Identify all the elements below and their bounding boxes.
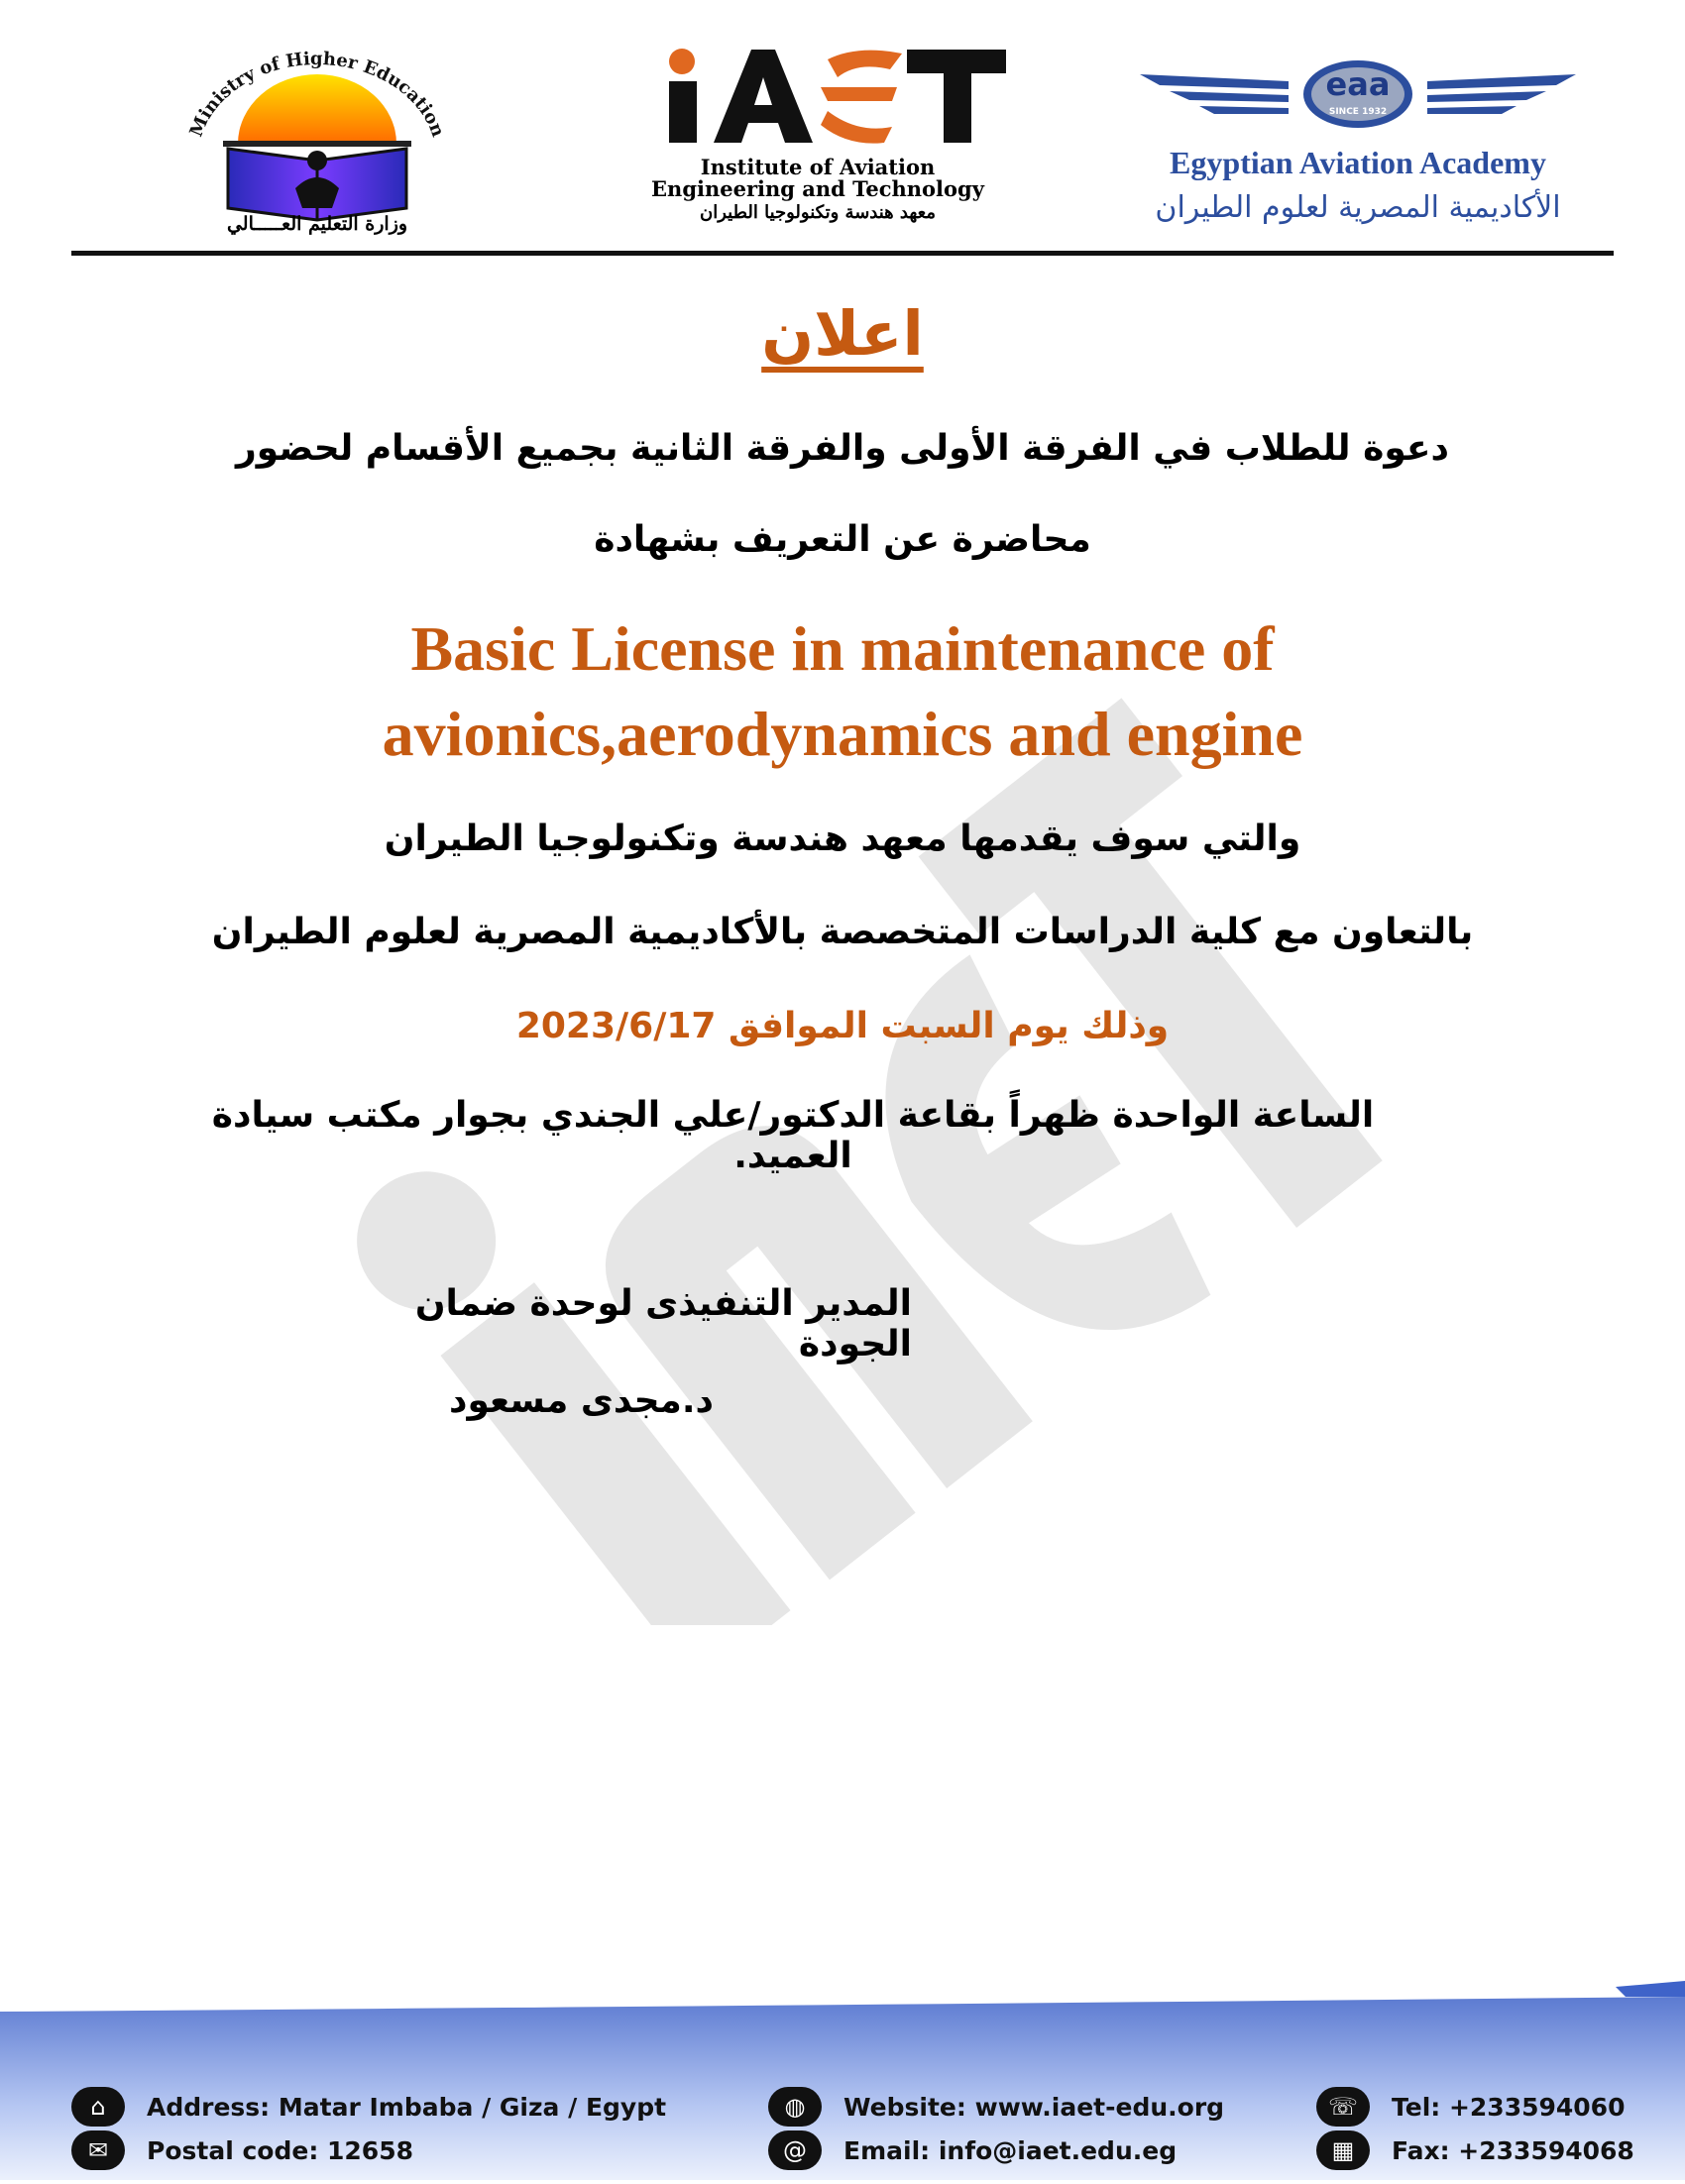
eaa-since-text: SINCE 1932 bbox=[1328, 107, 1388, 117]
tel-text: Tel: +233594060 bbox=[1392, 2092, 1626, 2122]
moe-arabic-caption: وزارة التعليم العـــــالي bbox=[226, 213, 408, 235]
moe-arc-text: Ministry of Higher Education bbox=[185, 50, 449, 141]
eaa-arabic-name: الأكاديمية المصرية لعلوم الطيران bbox=[1155, 190, 1561, 225]
iaet-logo bbox=[585, 40, 1051, 238]
event-date: 2023/6/17 bbox=[515, 1006, 717, 1046]
footer-fax bbox=[1316, 2130, 1634, 2170]
footer-email bbox=[768, 2130, 1177, 2170]
announcement-title: اعلان bbox=[761, 297, 924, 370]
license-title-line-1: Basic License in maintenance of bbox=[410, 613, 1275, 684]
cooperation-line: بالتعاون مع كلية الدراسات المتخصصة بالأكاديمية المصرية لعلوم الطيران bbox=[211, 912, 1474, 952]
date-line bbox=[0, 1006, 1685, 1046]
date-label: وذلك يوم السبت الموافق bbox=[729, 1006, 1170, 1046]
footer-postal bbox=[71, 2130, 413, 2170]
website-text[interactable]: Website: www.iaet-edu.org bbox=[843, 2092, 1225, 2122]
iaet-name-line1: Institute of Aviation bbox=[700, 155, 936, 179]
time-location-line: الساعة الواحدة ظهراً بقاعة الدكتور/علي الجندي بجوار مكتب سيادة العميد. bbox=[211, 1095, 1375, 1176]
header-divider bbox=[71, 251, 1614, 256]
iaet-arabic-name: معهد هندسة وتكنولوجيا الطيران bbox=[699, 202, 936, 223]
invitation-line-2: محاضرة عن التعريف بشهادة bbox=[594, 519, 1091, 560]
footer-tel bbox=[1316, 2087, 1625, 2127]
email-text[interactable]: Email: info@iaet.edu.eg bbox=[843, 2135, 1178, 2165]
footer-website bbox=[768, 2087, 1224, 2127]
eaa-english-name: Egyptian Aviation Academy bbox=[1170, 145, 1546, 180]
home-icon: ⌂ bbox=[71, 2087, 125, 2127]
phone-icon: ☏ bbox=[1316, 2087, 1370, 2127]
license-title-line-2: avionics,aerodynamics and engine bbox=[382, 699, 1303, 769]
fax-icon: ▦ bbox=[1316, 2130, 1370, 2170]
signatory-name: د.مجدى مسعود bbox=[449, 1380, 714, 1421]
postal-code-text: Postal code: 12658 bbox=[147, 2135, 413, 2165]
signatory-title: المدير التنفيذى لوحدة ضمان الجودة bbox=[414, 1283, 912, 1365]
eaa-badge-text: eaa bbox=[1325, 65, 1391, 103]
at-sign-icon: @ bbox=[768, 2130, 822, 2170]
iaet-wordmark bbox=[654, 40, 1011, 149]
address-text: Address: Matar Imbaba / Giza / Egypt bbox=[147, 2092, 667, 2122]
iaet-wordmark-icon bbox=[654, 40, 1011, 149]
envelope-icon: ✉ bbox=[71, 2130, 125, 2170]
iaet-name-line2: Engineering and Technology bbox=[651, 176, 984, 201]
invitation-line-1: دعوة للطلاب في الفرقة الأولى والفرقة الثانية بجميع الأقسام لحضور bbox=[236, 428, 1449, 469]
globe-icon: ◍ bbox=[768, 2087, 822, 2127]
fax-text: Fax: +233594068 bbox=[1392, 2135, 1634, 2165]
footer-address bbox=[71, 2087, 666, 2127]
organizer-line: والتي سوف يقدمها معهد هندسة وتكنولوجيا الطيران bbox=[384, 819, 1301, 859]
watermark-text: iaet bbox=[842, 1605, 843, 1606]
eaa-logo bbox=[1130, 59, 1586, 238]
moe-logo bbox=[168, 50, 466, 248]
letterhead bbox=[0, 0, 1685, 258]
